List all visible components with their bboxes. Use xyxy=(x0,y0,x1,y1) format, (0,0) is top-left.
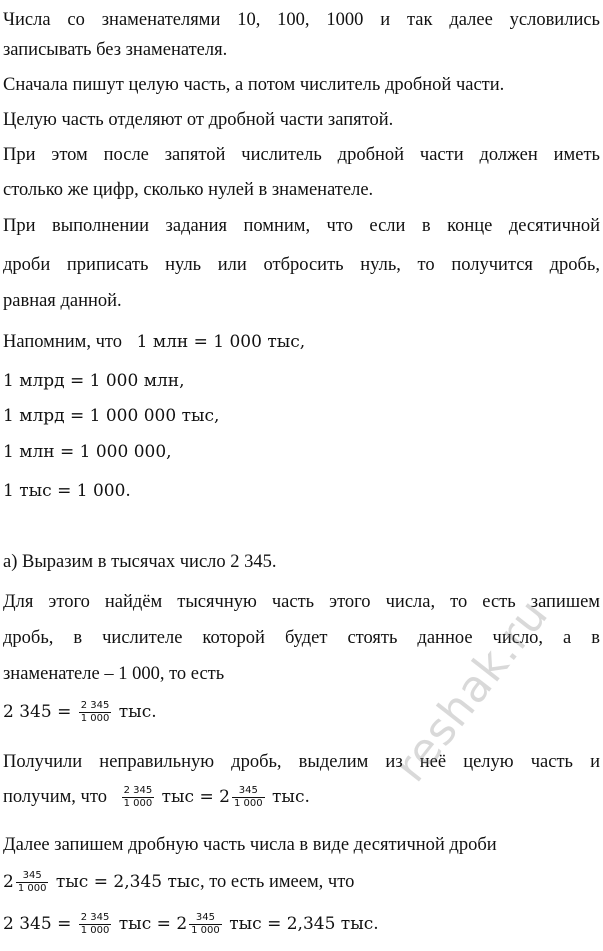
section-heading: а) Выразим в тысячах число 2 345. xyxy=(3,552,277,572)
text-line: равная данной. xyxy=(3,291,122,311)
numerator: 345 xyxy=(232,785,265,798)
equals-sign: = xyxy=(156,914,171,934)
denominator: 1 000 xyxy=(233,798,263,809)
fraction xyxy=(232,785,265,810)
denominator: 1 000 xyxy=(123,798,153,809)
text-line: дроби приписать нуль или отбросить нуль, то получится дробь, xyxy=(3,255,600,275)
fraction xyxy=(189,912,222,937)
unit: тыс xyxy=(55,872,89,892)
text-line: При этом после запятой числитель дробной части должен иметь xyxy=(3,145,600,165)
numerator: 2 345 xyxy=(80,700,110,711)
whole-part: 2 xyxy=(219,787,230,807)
number: 2 345 xyxy=(3,914,52,934)
text-line: При выполнении задания помним, что если в конце десятичной xyxy=(3,216,600,236)
formula-line xyxy=(3,870,354,895)
text-line: записывать без знаменателя. xyxy=(3,40,228,60)
equation: 1 млн = 1 000 тыс, xyxy=(136,332,306,352)
text: получим, что xyxy=(3,787,107,807)
number: 2 345 xyxy=(3,702,52,722)
fraction xyxy=(79,912,112,937)
denominator: 1 000 xyxy=(17,883,47,894)
unit: тыс xyxy=(118,914,152,934)
text-line: Числа со знаменателями 10, 100, 1000 и так далее условились xyxy=(3,10,600,30)
text-line: Получили неправильную дробь, выделим из неё целую часть и xyxy=(3,752,600,772)
remind-label: Напомним, что xyxy=(3,332,122,352)
whole-part: 2 xyxy=(176,914,188,934)
fraction xyxy=(79,700,112,725)
unit: тыс. xyxy=(118,702,157,722)
text-line: Далее запишем дробную часть числа в виде десятичной дроби xyxy=(3,835,497,855)
numerator: 345 xyxy=(16,870,49,883)
equals-sign: = xyxy=(267,914,282,934)
equation: 1 млрд = 1 000 000 тыс, xyxy=(3,406,220,426)
formula-line xyxy=(3,912,379,937)
decimal-value: 2,345 xyxy=(113,872,163,892)
formula-line xyxy=(3,700,157,725)
unit: тыс xyxy=(167,872,200,892)
unit: тыс xyxy=(161,787,195,807)
text-line: дробь, в числителе которой будет стоять данное число, а в xyxy=(3,628,600,648)
equation: 1 тыс = 1 000. xyxy=(3,481,131,501)
equals-sign: = xyxy=(57,702,72,722)
text-line: знаменателе – 1 000, то есть xyxy=(3,664,225,684)
denominator: 1 000 xyxy=(191,925,220,936)
denominator: 1 000 xyxy=(80,925,110,936)
equation: 1 млрд = 1 000 млн, xyxy=(3,371,185,391)
numerator: 345 xyxy=(189,912,222,925)
fraction xyxy=(122,785,155,810)
text-line: столько же цифр, сколько нулей в знаменателе. xyxy=(3,180,374,200)
text-line: Сначала пишут целую часть, а потом числитель дробной части. xyxy=(3,75,505,95)
numerator: 2 345 xyxy=(80,912,110,923)
unit: тыс. xyxy=(272,787,310,807)
text-line: Для этого найдём тысячную часть этого числа, то есть запишем xyxy=(3,592,600,612)
fraction xyxy=(16,870,49,895)
equals-sign: = xyxy=(93,872,108,892)
remind-line xyxy=(3,330,305,354)
unit: тыс xyxy=(229,914,262,934)
equals-sign: = xyxy=(199,787,214,807)
equation: 1 млн = 1 000 000, xyxy=(3,442,172,462)
whole-part: 2 xyxy=(3,872,14,892)
text: , то есть имеем, что xyxy=(199,872,355,892)
watermark: reshak.ru xyxy=(385,589,559,792)
text-line: Целую часть отделяют от дробной части запятой. xyxy=(3,110,394,130)
numerator: 2 345 xyxy=(123,785,153,796)
decimal-value: 2,345 тыс. xyxy=(286,914,379,934)
equals-sign: = xyxy=(57,914,72,934)
denominator: 1 000 xyxy=(80,713,110,724)
formula-line xyxy=(3,785,310,810)
